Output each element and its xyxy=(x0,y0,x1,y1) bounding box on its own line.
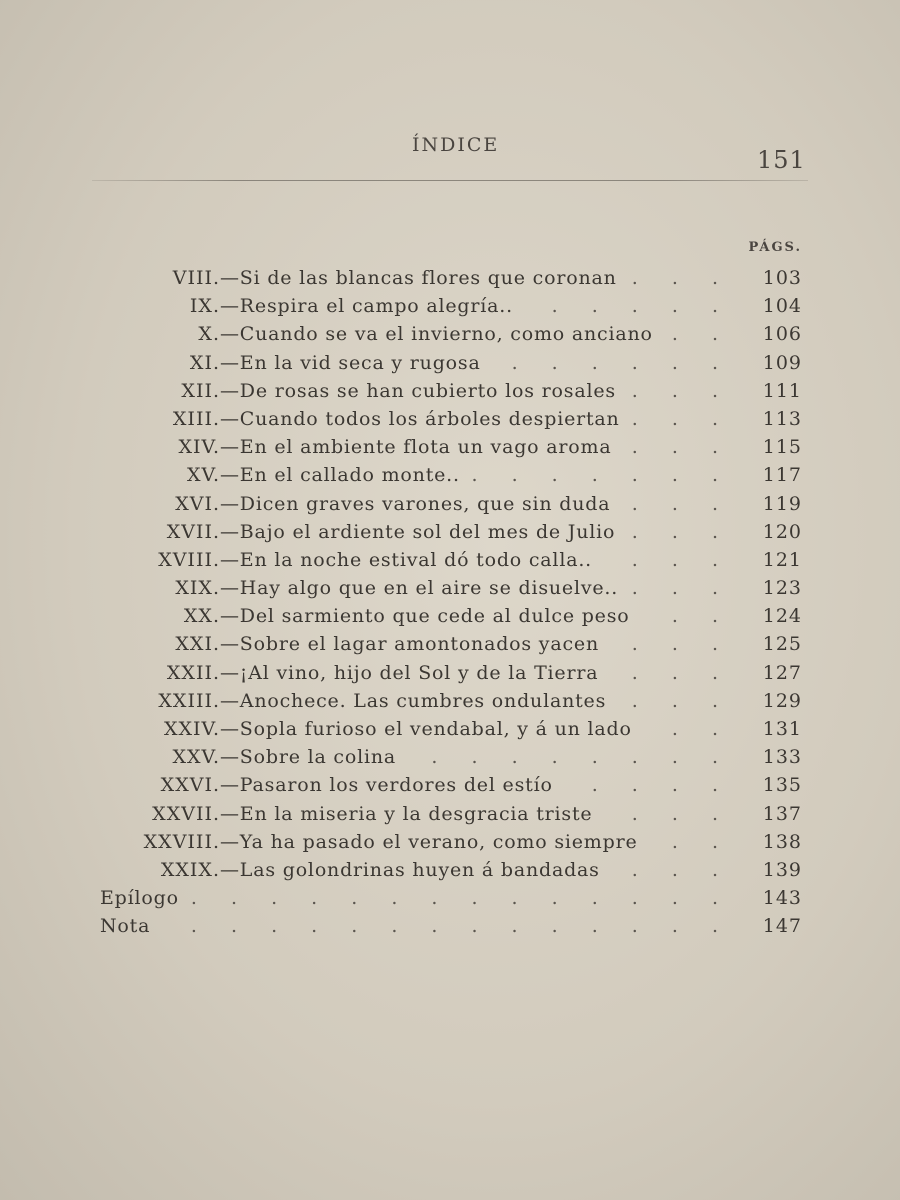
toc-entry xyxy=(90,349,802,377)
toc-entry-title: —De rosas se han cubierto los rosales xyxy=(220,379,616,402)
toc-entry-title: —En la miseria y la desgracia triste xyxy=(220,802,593,825)
toc-entry-page: 121 xyxy=(762,548,802,571)
toc-entry-title: —Bajo el ardiente sol del mes de Julio xyxy=(220,520,616,543)
toc-entry-title: —Cuando todos los árboles despiertan xyxy=(220,407,620,430)
toc-entry-numeral: XVIII. xyxy=(158,548,220,571)
toc-entry xyxy=(90,518,802,546)
toc-entry-page: 143 xyxy=(762,887,802,910)
toc-entry xyxy=(90,912,802,940)
toc-entry-page: 111 xyxy=(762,379,802,402)
toc-entry xyxy=(90,461,802,489)
toc-entry-page: 124 xyxy=(762,605,802,628)
toc-entry-numeral: XXVIII. xyxy=(143,830,220,853)
toc-entry-page: 125 xyxy=(762,633,802,656)
dot-leader: . . xyxy=(671,830,732,853)
running-header-title: ÍNDICE xyxy=(412,134,500,156)
toc-entry-title: —En el callado monte.. xyxy=(220,464,460,487)
toc-entry xyxy=(90,687,802,715)
toc-entry-numeral: XXVI. xyxy=(160,774,220,797)
toc-entry-page: 137 xyxy=(762,802,802,825)
dot-leader: . . . xyxy=(631,548,732,571)
toc-entry-title: —En la noche estival dó todo calla.. xyxy=(220,548,592,571)
toc-entry xyxy=(90,800,802,828)
dot-leader: . . . . . . . xyxy=(471,464,732,487)
toc-entry-page: 115 xyxy=(762,436,802,459)
toc-entry-numeral: XVI. xyxy=(175,492,220,515)
toc-entry-numeral: XX. xyxy=(183,605,220,628)
dot-leader: . . . xyxy=(631,379,732,402)
toc-entry xyxy=(90,574,802,602)
dot-leader: . . . xyxy=(631,577,732,600)
dot-leader: . . . xyxy=(631,689,732,712)
toc-entry-page: 147 xyxy=(762,915,802,938)
toc-entry xyxy=(90,546,802,574)
toc-entry xyxy=(90,630,802,658)
pages-column-label: PÁGS. xyxy=(748,240,802,255)
toc-entry-page: 133 xyxy=(762,746,802,769)
dot-leader: . . . xyxy=(631,492,732,515)
toc-entry-numeral: XXVII. xyxy=(152,802,220,825)
toc-entry-page: 117 xyxy=(762,464,802,487)
toc-entry-numeral: XXII. xyxy=(166,661,220,684)
dot-leader: . . . . . . . . . . . . . . xyxy=(190,887,732,910)
toc-entry-numeral: IX. xyxy=(189,295,220,318)
dot-leader: . . . xyxy=(631,633,732,656)
toc-entry-numeral: VIII. xyxy=(172,267,220,289)
toc-entry xyxy=(90,490,802,518)
toc-entry-title: —Anochece. Las cumbres ondulantes xyxy=(220,689,607,712)
dot-leader: . . . xyxy=(631,436,732,459)
toc-entry-numeral: XXIV. xyxy=(164,718,220,740)
toc-entry-title: —Las golondrinas huyen á bandadas xyxy=(220,858,600,881)
toc-entry-page: 106 xyxy=(762,323,802,346)
table-of-contents xyxy=(90,264,802,941)
toc-entry-page: 113 xyxy=(762,407,802,430)
toc-entry-numeral: XV. xyxy=(187,464,220,487)
dot-leader: . . . xyxy=(631,520,732,543)
header-rule xyxy=(92,180,808,181)
dot-leader: . . . xyxy=(631,858,732,881)
toc-entry xyxy=(90,659,802,687)
toc-entry-title: —Ya ha pasado el verano, como siempre xyxy=(220,830,638,853)
toc-entry-page: 138 xyxy=(762,830,802,853)
toc-entry-title: —Sobre la colina xyxy=(220,746,397,769)
toc-entry-numeral: XVII. xyxy=(166,520,220,543)
toc-entry-title: —Dicen graves varones, que sin duda xyxy=(220,492,611,515)
toc-entry-page: 127 xyxy=(762,661,802,684)
toc-entry-page: 104 xyxy=(762,295,802,318)
toc-entry-title: Nota xyxy=(100,915,151,938)
toc-entry-title: —Si de las blancas flores que coronan xyxy=(220,267,617,289)
toc-entry-numeral: XI. xyxy=(189,351,220,374)
toc-entry xyxy=(90,828,802,856)
dot-leader: . . . xyxy=(631,267,732,289)
toc-entry xyxy=(90,292,802,320)
toc-entry-page: 109 xyxy=(762,351,802,374)
dot-leader: . . . . . . . . xyxy=(431,746,732,769)
toc-entry-page: 119 xyxy=(762,492,802,515)
dot-leader: . . . . . . . . . . . . . . xyxy=(190,915,732,938)
toc-entry-page: 135 xyxy=(762,774,802,797)
dot-leader: . . . . xyxy=(591,774,732,797)
toc-entry-numeral: XII. xyxy=(181,379,220,402)
toc-entry-title: Epílogo xyxy=(100,887,179,910)
dot-leader: . . . xyxy=(631,407,732,430)
toc-entry-numeral: XXI. xyxy=(175,633,220,656)
toc-entry-title: —Respira el campo alegría.. xyxy=(220,295,513,318)
toc-entry xyxy=(90,433,802,461)
toc-entry-page: 120 xyxy=(762,520,802,543)
toc-entry xyxy=(90,884,802,912)
dot-leader: . . xyxy=(671,323,732,346)
toc-entry-numeral: X. xyxy=(198,323,220,346)
dot-leader: . . . xyxy=(631,802,732,825)
toc-entry-title: —En la vid seca y rugosa xyxy=(220,351,481,374)
toc-entry-title: —Cuando se va el invierno, como anciano xyxy=(220,323,653,346)
toc-entry-title: —En el ambiente flota un vago aroma xyxy=(220,436,612,459)
toc-entry-page: 123 xyxy=(762,577,802,600)
toc-entry-page: 139 xyxy=(762,858,802,881)
toc-entry-numeral: XIV. xyxy=(178,436,220,459)
toc-entry xyxy=(90,715,802,743)
toc-entry-numeral: XXV. xyxy=(172,746,220,769)
toc-entry-title: —Del sarmiento que cede al dulce peso xyxy=(220,605,630,628)
toc-entry xyxy=(90,264,802,292)
toc-entry xyxy=(90,405,802,433)
dot-leader: . . xyxy=(671,718,732,740)
dot-leader: . . . . . xyxy=(551,295,732,318)
toc-entry-page: 129 xyxy=(762,689,802,712)
toc-entry xyxy=(90,602,802,630)
toc-entry-title: —Hay algo que en el aire se disuelve.. xyxy=(220,577,619,600)
toc-entry xyxy=(90,771,802,799)
toc-entry-title: —¡Al vino, hijo del Sol y de la Tierra xyxy=(220,661,599,684)
dot-leader: . . xyxy=(671,605,732,628)
toc-entry-title: —Sopla furioso el vendabal, y á un lado xyxy=(220,718,632,740)
toc-entry-page: 131 xyxy=(762,718,802,740)
toc-entry-title: —Sobre el lagar amontonados yacen xyxy=(220,633,599,656)
toc-entry xyxy=(90,743,802,771)
toc-entry-numeral: XIX. xyxy=(175,577,220,600)
toc-entry xyxy=(90,377,802,405)
toc-entry-numeral: XXIX. xyxy=(160,858,220,881)
toc-entry xyxy=(90,320,802,348)
page-number: 151 xyxy=(757,146,806,174)
toc-entry-page: 103 xyxy=(762,267,802,289)
dot-leader: . . . xyxy=(631,661,732,684)
dot-leader: . . . . . . xyxy=(511,351,732,374)
toc-entry xyxy=(90,856,802,884)
toc-entry-numeral: XXIII. xyxy=(158,689,220,712)
toc-entry-numeral: XIII. xyxy=(172,407,220,430)
toc-entry-title: —Pasaron los verdores del estío xyxy=(220,774,553,797)
